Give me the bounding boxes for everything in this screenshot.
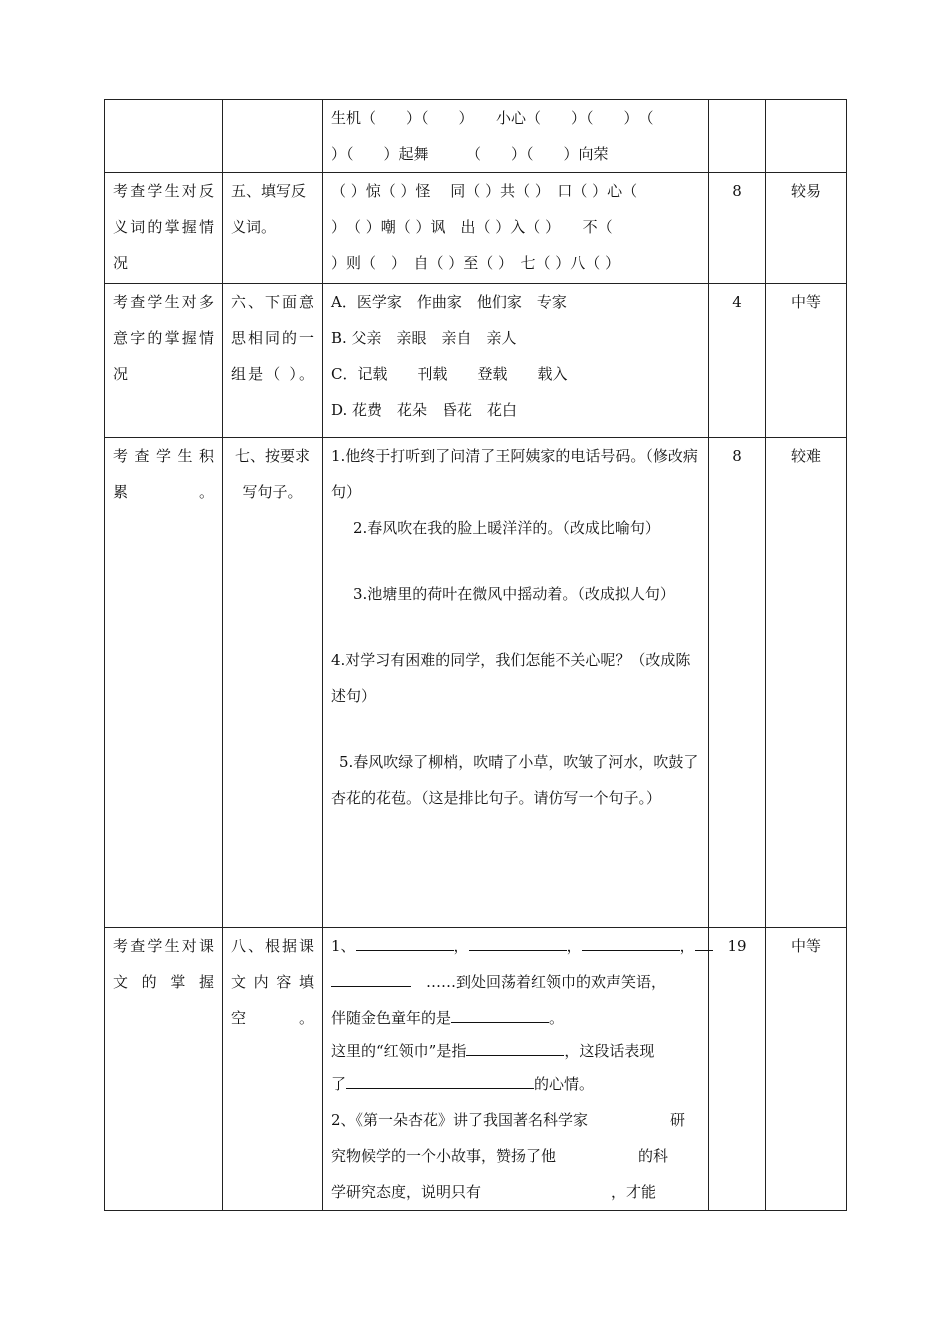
fill-text: 2、《第一朵杏花》讲了我国著名科学家 (331, 1111, 589, 1129)
objective-text: 考查学生对多意字的掌握情况 (113, 293, 214, 383)
item-3: 3.池塘里的荷叶在微风中摇动着。（改成拟人句） (353, 585, 675, 603)
content-line: 生机（ ）（ ） 小心（ ）（ ） （ (331, 109, 654, 127)
fill-text: 的心情。 (534, 1075, 595, 1093)
option-a: A．医学家 作曲家 他们家 专家 (331, 293, 567, 311)
objective-cell (105, 100, 223, 173)
difficulty-cell (766, 100, 847, 173)
fill-line (331, 964, 700, 1000)
fill-blank[interactable] (695, 932, 713, 951)
content-cell (323, 438, 709, 928)
fill-blank[interactable] (331, 968, 411, 987)
content-line: ） （ ）嘲（ ）讽 出（ ）入（ ） 不（ (331, 218, 613, 236)
fill-line (331, 1000, 700, 1036)
answer-space (331, 714, 700, 744)
table-row (105, 438, 847, 928)
table-row (105, 284, 847, 438)
question-cell (223, 438, 323, 928)
difficulty-cell: 中等 (766, 284, 847, 438)
fill-text: ， (453, 937, 469, 955)
score-cell: 4 (709, 284, 766, 438)
difficulty-cell: 较难 (766, 438, 847, 928)
fill-text: 研 (670, 1111, 686, 1129)
objective-cell (105, 284, 223, 438)
content-cell (323, 928, 709, 1211)
fill-blank[interactable] (451, 1004, 549, 1023)
difficulty-cell: 中等 (766, 928, 847, 1211)
objective-text: 考查学生对课文的掌握 (113, 937, 214, 991)
objective-cell (105, 928, 223, 1211)
table-row (105, 100, 847, 173)
fill-text: 伴随金色童年的是 (331, 1009, 452, 1027)
fill-line (331, 1138, 700, 1174)
fill-blank[interactable] (346, 1070, 534, 1089)
objective-text: 考查学生积累。 (113, 447, 214, 501)
fill-line (331, 1102, 700, 1138)
fill-line (331, 1066, 700, 1102)
option-b: B. 父亲 亲眼 亲自 亲人 (331, 329, 517, 347)
score-cell: 8 (709, 438, 766, 928)
question-text: 五、填写反义词。 (231, 182, 307, 236)
item-5: 5.春风吹绿了柳梢，吹晴了小草，吹皱了河水，吹鼓了杏花的花苞。（这是排比句子。请仿写一个句子。） (331, 753, 699, 807)
question-cell (223, 100, 323, 173)
score-cell: 19 (709, 928, 766, 1211)
objective-text: 考查学生对反义词的掌握情况 (113, 182, 214, 272)
option-d: D. 花费 花朵 昏花 花白 (331, 401, 518, 419)
content-line: （ ）惊（ ）怪 同（ ）共（ ） 口（ ）心（ (331, 182, 638, 200)
fill-blank[interactable] (582, 932, 680, 951)
fill-line (331, 1174, 700, 1210)
assessment-table (104, 99, 847, 1211)
fill-text: 。 (549, 1009, 565, 1027)
content-line: ）则（ ） 自（ ）至（ ） 七（ ）八（ ） (331, 254, 621, 272)
fill-text: 的科 (638, 1147, 669, 1165)
fill-text: ， (679, 937, 695, 955)
fill-text: ……到处回荡着红领巾的欢声笑语， (426, 973, 667, 991)
table-row (105, 173, 847, 284)
item-4: 4.对学习有困难的同学，我们怎能不关心呢？（改成陈述句） (331, 651, 691, 705)
content-cell (323, 100, 709, 173)
fill-text: 学研究态度，说明只有 (331, 1183, 482, 1201)
fill-text: ，这段话表现 (564, 1042, 655, 1060)
score-cell (709, 100, 766, 173)
fill-blank[interactable] (466, 1037, 564, 1056)
fill-text: ，才能 (611, 1183, 657, 1201)
item-2: 2.春风吹在我的脸上暖洋洋的。（改成比喻句） (353, 519, 660, 537)
fill-text: 了 (331, 1075, 347, 1093)
content-line: ）（ ）起舞 （ ）（ ）向荣 (331, 145, 609, 163)
answer-space (331, 546, 700, 576)
difficulty-cell: 较易 (766, 173, 847, 284)
fill-text: 1、 (331, 937, 356, 955)
objective-cell (105, 173, 223, 284)
question-text: 七、按要求写句子。 (234, 447, 310, 501)
question-cell (223, 928, 323, 1211)
question-cell (223, 284, 323, 438)
objective-cell (105, 438, 223, 928)
fill-blank[interactable] (356, 932, 454, 951)
item-1: 1.他终于打听到了问清了王阿姨家的电话号码。（修改病句） (331, 447, 698, 501)
fill-line (331, 1036, 700, 1066)
option-c: C．记载 刊载 登载 载入 (331, 365, 568, 383)
table-row (105, 928, 847, 1211)
fill-line (331, 928, 700, 964)
fill-text: 这里的“红领巾”是指 (331, 1042, 467, 1060)
content-cell (323, 173, 709, 284)
score-cell: 8 (709, 173, 766, 284)
fill-text: ， (566, 937, 582, 955)
answer-space (331, 612, 700, 642)
fill-text: 究物候学的一个小故事，赞扬了他 (331, 1147, 557, 1165)
content-cell (323, 284, 709, 438)
question-text: 八、根据课文内容填空。 (231, 937, 314, 1027)
fill-blank[interactable] (469, 932, 567, 951)
question-cell (223, 173, 323, 284)
question-text: 六、下面意思相同的一组是（ ）。 (231, 293, 314, 383)
